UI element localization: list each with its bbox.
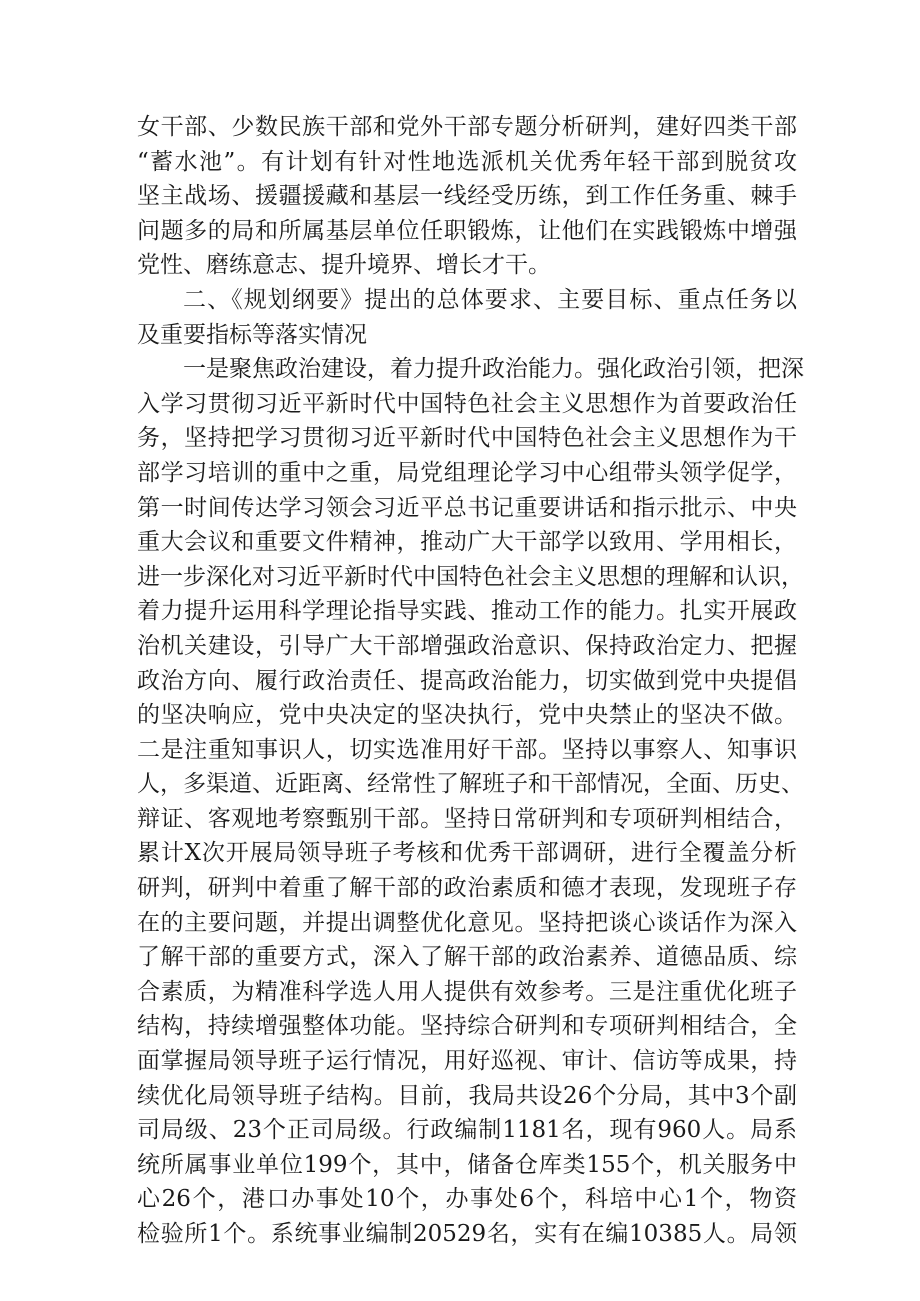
text-line: 的坚决响应，党中央决定的坚决执行，党中央禁止的坚决不做。	[137, 702, 797, 729]
text-line: 面掌握局领导班子运行情况，用好巡视、审计、信访等成果，持	[137, 1048, 797, 1075]
body-text	[137, 110, 804, 1252]
text-line: 辩证、客观地考察甄别干部。坚持日常研判和专项研判相结合，	[137, 805, 797, 832]
text-line: 务，坚持把学习贯彻习近平新时代中国特色社会主义思想作为干	[137, 425, 797, 452]
text-line: 续优化局领导班子结构。目前，我局共设26个分局，其中3个副	[137, 1082, 797, 1109]
text-line: 累计X次开展局领导班子考核和优秀干部调研，进行全覆盖分析	[137, 840, 797, 867]
text-line: 进一步深化对习近平新时代中国特色社会主义思想的理解和认识，	[137, 563, 804, 590]
text-line: 政治方向、履行政治责任、提高政治能力，切实做到党中央提倡	[137, 667, 797, 694]
text-line: 女干部、少数民族干部和党外干部专题分析研判，建好四类干部	[137, 114, 797, 140]
text-line: 部学习培训的重中之重，局党组理论学习中心组带头领学促学，	[137, 459, 797, 486]
text-line: “蓄水池”。有计划有针对性地选派机关优秀年轻干部到脱贫攻	[137, 148, 797, 175]
text-line: 心26个，港口办事处10个，办事处6个，科培中心1个，物资	[137, 1186, 797, 1213]
text-line: 在的主要问题，并提出调整优化意见。坚持把谈心谈话作为深入	[137, 909, 797, 936]
text-line: 重大会议和重要文件精神，推动广大干部学以致用、学用相长，	[137, 529, 797, 556]
text-line: 治机关建设，引导广大干部增强政治意识、保持政治定力、把握	[137, 632, 797, 659]
text-line: 统所属事业单位199个，其中，储备仓库类155个，机关服务中	[137, 1151, 797, 1178]
text-line: 检验所1个。系统事业编制20529名，实有在编10385人。局领	[137, 1221, 797, 1247]
text-line: 坚主战场、援疆援藏和基层一线经受历练，到工作任务重、棘手	[137, 183, 797, 210]
section-heading-line: 二、《规划纲要》提出的总体要求、主要目标、重点任务以	[183, 286, 797, 313]
text-line: 入学习贯彻习近平新时代中国特色社会主义思想作为首要政治任	[137, 390, 797, 417]
text-line: 党性、磨练意志、提升境界、增长才干。	[137, 252, 551, 279]
text-line: 二是注重知事识人，切实选准用好干部。坚持以事察人、知事识	[137, 736, 797, 763]
text-line: 着力提升运用科学理论指导实践、推动工作的能力。扎实开展政	[137, 598, 797, 625]
text-line: 结构，持续增强整体功能。坚持综合研判和专项研判相结合，全	[137, 1013, 797, 1040]
text-line: 第一时间传达学习领会习近平总书记重要讲话和指示批示、中央	[137, 494, 797, 521]
section-heading-line: 及重要指标等落实情况	[137, 321, 367, 348]
text-line: 人，多渠道、近距离、经常性了解班子和干部情况，全面、历史、	[137, 771, 804, 798]
text-line: 了解干部的重要方式，深入了解干部的政治素养、道德品质、综	[137, 944, 797, 971]
text-line: 一是聚焦政治建设，着力提升政治能力。强化政治引领，把深	[183, 356, 804, 383]
text-line: 研判，研判中着重了解干部的政治素质和德才表现，发现班子存	[137, 875, 797, 902]
text-line: 司局级、23个正司局级。行政编制1181名，现有960人。局系	[137, 1117, 797, 1144]
text-line: 问题多的局和所属基层单位任职锻炼，让他们在实践锻炼中增强	[137, 217, 797, 244]
text-line: 合素质，为精准科学选人用人提供有效参考。三是注重优化班子	[137, 978, 797, 1005]
